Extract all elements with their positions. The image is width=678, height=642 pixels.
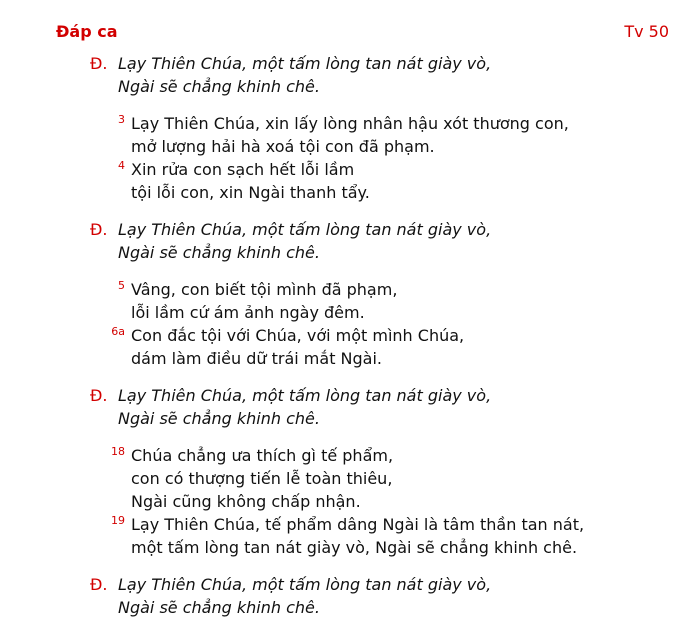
verse-number: 19 bbox=[111, 514, 125, 527]
response-line: Lạy Thiên Chúa, một tấm lòng tan nát giày vò, bbox=[118, 386, 492, 405]
verse-line: Lạy Thiên Chúa, xin lấy lòng nhân hậu xót thương con, bbox=[131, 114, 569, 133]
response-marker: Đ. bbox=[90, 220, 108, 239]
verse bbox=[118, 112, 678, 158]
response-line: Lạy Thiên Chúa, một tấm lòng tan nát giày vò, bbox=[118, 220, 492, 239]
verse-number: 18 bbox=[111, 445, 125, 458]
verse-line: Con đắc tội với Chúa, với một mình Chúa, bbox=[131, 326, 465, 345]
verse bbox=[111, 513, 678, 559]
response-refrain bbox=[90, 218, 678, 264]
verse-line: một tấm lòng tan nát giày vò, Ngài sẽ chẳng khinh chê. bbox=[131, 538, 578, 557]
response-refrain bbox=[90, 573, 678, 619]
stanza bbox=[0, 278, 678, 370]
verse bbox=[111, 444, 678, 513]
verse-number: 5 bbox=[118, 279, 125, 292]
section-title: Đáp ca bbox=[56, 22, 118, 41]
verse bbox=[118, 278, 678, 324]
verse-line: Lạy Thiên Chúa, tế phẩm dâng Ngài là tâm thần tan nát, bbox=[131, 515, 585, 534]
response-marker: Đ. bbox=[90, 575, 108, 594]
response-line: Ngài sẽ chẳng khinh chê. bbox=[118, 598, 320, 617]
response-marker: Đ. bbox=[90, 386, 108, 405]
verse-line: tội lỗi con, xin Ngài thanh tẩy. bbox=[131, 183, 370, 202]
verse-line: mở lượng hải hà xoá tội con đã phạm. bbox=[131, 137, 435, 156]
response-line: Lạy Thiên Chúa, một tấm lòng tan nát giày vò, bbox=[118, 54, 492, 73]
response-line: Lạy Thiên Chúa, một tấm lòng tan nát giày vò, bbox=[118, 575, 492, 594]
stanza bbox=[0, 444, 678, 559]
verse-line: Ngài cũng không chấp nhận. bbox=[131, 492, 361, 511]
response-line: Ngài sẽ chẳng khinh chê. bbox=[118, 409, 320, 428]
verse-line: con có thượng tiến lễ toàn thiêu, bbox=[131, 469, 393, 488]
response-line: Ngài sẽ chẳng khinh chê. bbox=[118, 77, 320, 96]
verse-line: lỗi lầm cứ ám ảnh ngày đêm. bbox=[131, 303, 365, 322]
psalm-content bbox=[0, 52, 678, 633]
response-refrain bbox=[90, 384, 678, 430]
header bbox=[0, 22, 678, 44]
verse-number: 4 bbox=[118, 159, 125, 172]
stanza bbox=[0, 112, 678, 204]
verse-line: Vâng, con biết tội mình đã phạm, bbox=[131, 280, 398, 299]
verse-number: 6a bbox=[111, 325, 125, 338]
verse-line: dám làm điều dữ trái mắt Ngài. bbox=[131, 349, 383, 368]
response-line: Ngài sẽ chẳng khinh chê. bbox=[118, 243, 320, 262]
response-refrain bbox=[90, 52, 678, 98]
verse-line: Xin rửa con sạch hết lỗi lầm bbox=[131, 160, 355, 179]
verse bbox=[118, 158, 678, 204]
psalm-reference: Tv 50 bbox=[624, 22, 669, 41]
response-marker: Đ. bbox=[90, 54, 108, 73]
verse-number: 3 bbox=[118, 113, 125, 126]
verse bbox=[111, 324, 678, 370]
verse-line: Chúa chẳng ưa thích gì tế phẩm, bbox=[131, 446, 394, 465]
